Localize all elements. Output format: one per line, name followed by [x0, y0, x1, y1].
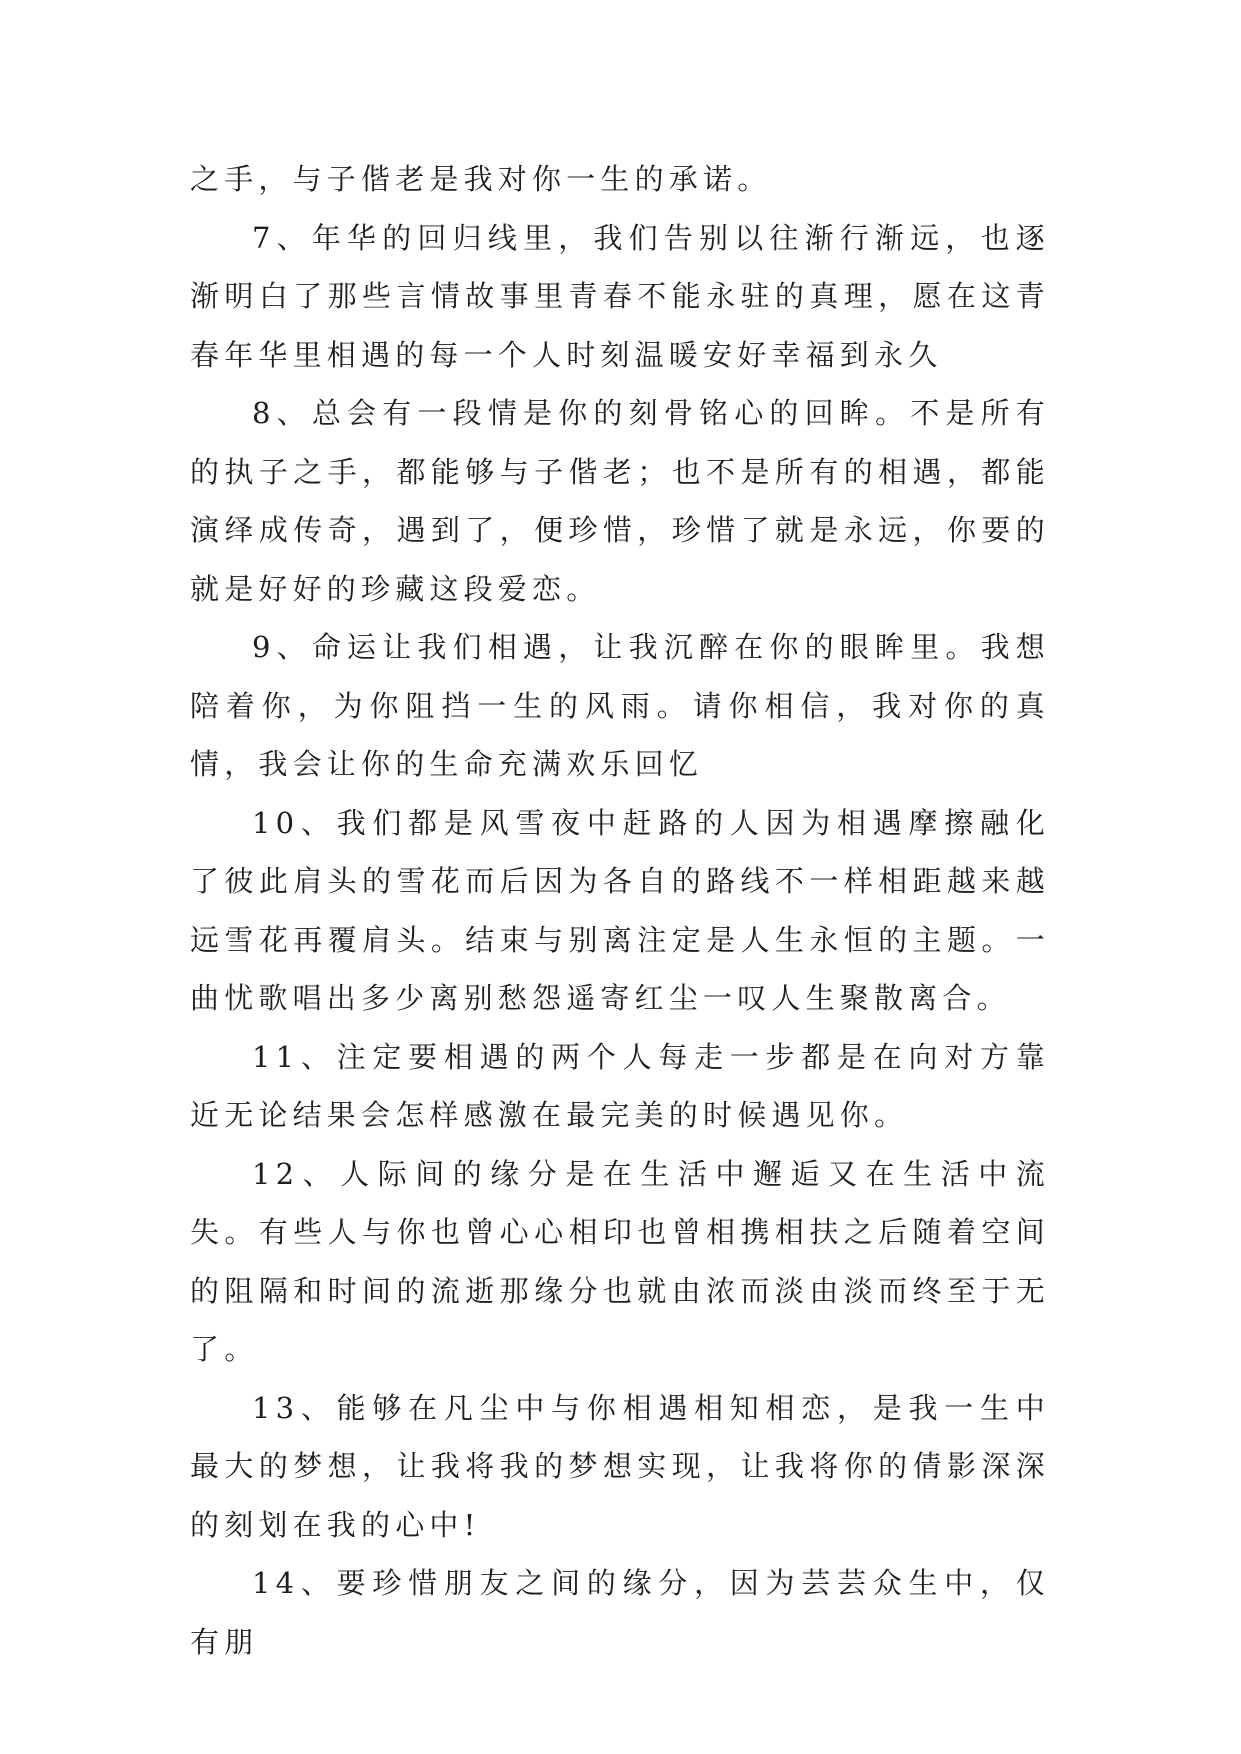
document-body [190, 150, 1050, 1671]
paragraph-item-12: 12、人际间的缘分是在生活中邂逅又在生活中流失。有些人与你也曾心心相印也曾相携相扶之后随着空间的阻隔和时间的流逝那缘分也就由浓而淡由淡而终至于无了。 [190, 1156, 1050, 1366]
paragraph-item-9: 9、命运让我们相遇，让我沉醉在你的眼眸里。我想陪着你，为你阻挡一生的风雨。请你相信，我对你的真情，我会让你的生命充满欢乐回忆 [190, 630, 1050, 781]
paragraph-item-11: 11、注定要相遇的两个人每走一步都是在向对方靠近无论结果会怎样感激在最完美的时候遇见你。 [190, 1039, 1050, 1132]
paragraph-item-8: 8、总会有一段情是你的刻骨铭心的回眸。不是所有的执子之手，都能够与子偕老；也不是所有的相遇，都能演绎成传奇，遇到了，便珍惜，珍惜了就是永远，你要的就是好好的珍藏这段爱恋。 [190, 396, 1050, 606]
paragraph-continuation: 之手，与子偕老是我对你一生的承诺。 [190, 162, 772, 196]
paragraph-item-13: 13、能够在凡尘中与你相遇相知相恋，是我一生中最大的梦想，让我将我的梦想实现，让我将你的倩影深深的刻划在我的心中! [190, 1390, 1050, 1542]
paragraph-item-10: 10、我们都是风雪夜中赶路的人因为相遇摩擦融化了彼此肩头的雪花而后因为各自的路线不一样相距越来越远雪花再覆肩头。结束与别离注定是人生永恒的主题。一曲忧歌唱出多少离别愁怨遥寄红尘一叹人生聚散离合。 [190, 805, 1050, 1015]
paragraph-item-7: 7、年华的回归线里，我们告别以往渐行渐远，也逐渐明白了那些言情故事里青春不能永驻的真理，愿在这青春年华里相遇的每一个人时刻温暖安好幸福到永久 [190, 220, 1050, 372]
paragraph-item-14: 14、要珍惜朋友之间的缘分，因为芸芸众生中，仅有朋 [190, 1566, 1050, 1659]
